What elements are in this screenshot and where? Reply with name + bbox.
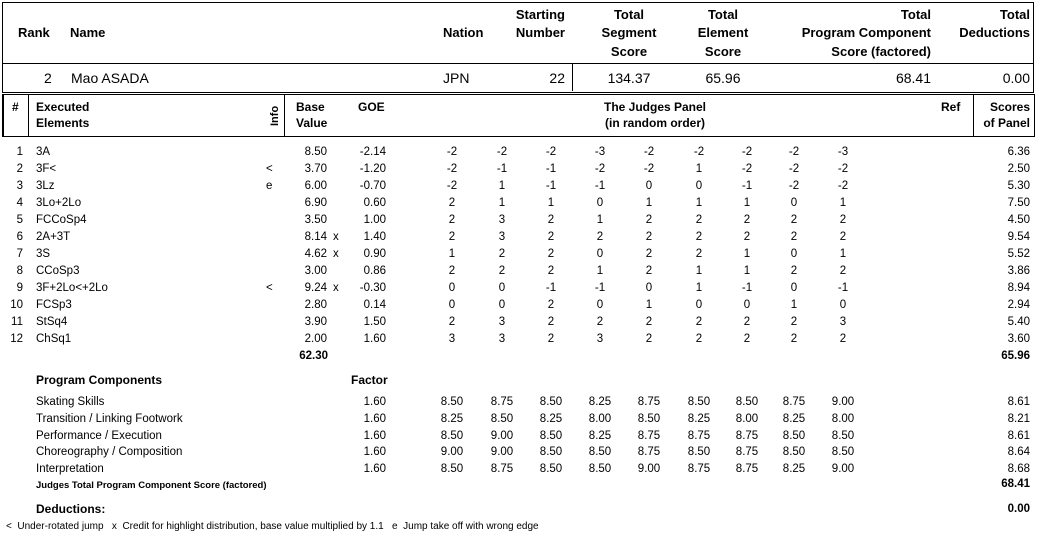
component-judge-score: 9.00 [490, 430, 514, 442]
element-base-value: 2.80 [304, 299, 327, 311]
element-judge-score: -1 [545, 163, 557, 175]
skater-tes: 65.96 [705, 70, 741, 86]
ref-header: Ref [941, 100, 961, 114]
element-name: StSq4 [36, 316, 68, 328]
element-judge-score: 2 [645, 231, 653, 243]
element-name: ChSq1 [36, 333, 72, 345]
element-judge-score: 2 [790, 265, 798, 277]
component-judge-score: 9.00 [490, 446, 514, 458]
judges-panel-header-1: The Judges Panel [603, 100, 707, 114]
element-judge-score: 2 [448, 231, 456, 243]
skater-deductions: 0.00 [1002, 70, 1030, 86]
element-judge-score: 2 [645, 248, 653, 260]
component-judge-score: 8.75 [735, 446, 759, 458]
element-judge-score: 0 [498, 299, 506, 311]
element-panel-score: 3.60 [1007, 333, 1030, 345]
element-judge-score: 2 [743, 231, 751, 243]
element-panel-score: 5.30 [1007, 180, 1030, 192]
element-judge-score: -1 [545, 180, 557, 192]
element-judge-score: 2 [547, 265, 555, 277]
element-judge-score: 1 [596, 265, 604, 277]
pcs-total-label: Judges Total Program Component Score (factored) [36, 480, 267, 491]
element-judge-score: 0 [596, 299, 604, 311]
component-judge-score: 8.75 [637, 396, 661, 408]
element-judge-score: 1 [695, 197, 703, 209]
element-judge-score: -2 [446, 163, 458, 175]
element-goe: -0.70 [359, 180, 386, 192]
element-goe: 0.86 [363, 265, 386, 277]
component-judge-score: 8.25 [440, 413, 464, 425]
pcs-header-1: Total [900, 7, 931, 22]
element-number: 9 [16, 282, 23, 294]
element-judge-score: 2 [839, 231, 847, 243]
component-judge-score: 8.50 [539, 463, 563, 475]
element-number: 6 [16, 231, 23, 243]
element-base-value: 6.90 [304, 197, 327, 209]
component-judge-score: 8.25 [588, 396, 612, 408]
element-judge-score: -2 [643, 163, 655, 175]
component-judge-score: 8.00 [588, 413, 612, 425]
tes-header-1: Total [707, 7, 739, 22]
element-number: 10 [10, 299, 23, 311]
element-judge-score: -2 [741, 146, 753, 158]
element-judge-score: -1 [545, 282, 557, 294]
divider [973, 94, 974, 136]
executed-header-1: Executed [36, 100, 90, 114]
component-judge-score: 8.25 [687, 413, 711, 425]
component-score: 8.68 [1007, 463, 1030, 475]
element-judge-score: -2 [446, 180, 458, 192]
tss-header-3: Score [610, 44, 648, 59]
element-judge-score: 2 [547, 299, 555, 311]
element-judge-score: -2 [643, 146, 655, 158]
component-judge-score: 8.25 [588, 430, 612, 442]
element-info: e [266, 180, 273, 192]
element-base-value: 3.90 [304, 316, 327, 328]
component-judge-score: 9.00 [831, 396, 855, 408]
element-judge-score: 2 [448, 316, 456, 328]
element-judge-score: 0 [498, 282, 506, 294]
skater-rank: 2 [44, 70, 52, 86]
component-judge-score: 8.50 [831, 446, 855, 458]
component-score: 8.61 [1007, 396, 1030, 408]
component-judge-score: 8.50 [539, 396, 563, 408]
divider [284, 94, 285, 136]
element-number: 2 [16, 163, 23, 175]
divider [28, 94, 29, 136]
base-header-2: Value [296, 116, 328, 130]
element-goe: -0.30 [359, 282, 386, 294]
element-panel-score: 7.50 [1007, 197, 1030, 209]
element-base-value: 9.24 [304, 282, 327, 294]
element-base-value: 3.70 [304, 163, 327, 175]
element-judge-score: 3 [498, 333, 506, 345]
element-judge-score: 2 [498, 248, 506, 260]
component-judge-score: 8.50 [539, 446, 563, 458]
element-judge-score: 2 [498, 265, 506, 277]
skater-tss: 134.37 [607, 70, 651, 86]
element-judge-score: 2 [547, 248, 555, 260]
element-judge-score: 2 [743, 316, 751, 328]
element-judge-score: -2 [788, 163, 800, 175]
component-judge-score: 8.50 [440, 430, 464, 442]
component-judge-score: 8.75 [735, 463, 759, 475]
element-name: 3S [36, 248, 51, 260]
component-judge-score: 8.75 [637, 446, 661, 458]
scores-header-2: of Panel [983, 116, 1030, 130]
element-judge-score: -2 [594, 163, 606, 175]
element-judge-score: 1 [498, 197, 506, 209]
executed-header-2: Elements [36, 116, 90, 130]
element-name: 3Lo+2Lo [36, 197, 82, 209]
element-judge-score: 0 [645, 282, 653, 294]
element-judge-score: 3 [448, 333, 456, 345]
element-bonus-mark: x [333, 282, 339, 294]
element-judge-score: 1 [498, 180, 506, 192]
element-goe: 0.60 [363, 197, 386, 209]
element-number: 7 [16, 248, 23, 260]
component-judge-score: 8.00 [831, 413, 855, 425]
component-judge-score: 8.75 [490, 463, 514, 475]
element-judge-score: -1 [594, 282, 606, 294]
element-judge-score: 0 [645, 180, 653, 192]
starting-header-2: Number [515, 25, 565, 40]
element-name: 3Lz [36, 180, 55, 192]
component-judge-score: 8.50 [687, 396, 711, 408]
element-judge-score: 0 [448, 282, 456, 294]
component-judge-score: 8.50 [687, 446, 711, 458]
component-judge-score: 8.50 [588, 463, 612, 475]
element-judge-score: 1 [839, 197, 847, 209]
element-judge-score: 1 [695, 265, 703, 277]
component-judge-score: 8.25 [539, 413, 563, 425]
element-judge-score: 2 [839, 214, 847, 226]
element-judge-score: 0 [743, 299, 751, 311]
judges-panel-header-2: (in random order) [604, 116, 705, 130]
element-judge-score: -2 [693, 146, 705, 158]
skater-summary-row [2, 63, 1034, 93]
element-judge-score: 2 [448, 265, 456, 277]
element-judge-score: 1 [839, 248, 847, 260]
element-name: 3F+2Lo<+2Lo [36, 282, 108, 294]
element-judge-score: 2 [695, 248, 703, 260]
element-number: 8 [16, 265, 23, 277]
component-factor: 1.60 [363, 413, 386, 425]
element-judge-score: 2 [790, 316, 798, 328]
element-judge-score: 1 [645, 299, 653, 311]
factor-header: Factor [351, 373, 388, 387]
element-judge-score: 2 [645, 265, 653, 277]
ded-header-2: Deductions [959, 25, 1030, 40]
element-judge-score: 1 [743, 197, 751, 209]
elements-total-score: 65.96 [1001, 350, 1030, 362]
element-info: < [266, 163, 273, 175]
element-name: 3A [36, 146, 51, 158]
element-judge-score: 3 [596, 333, 604, 345]
element-judge-score: -2 [496, 146, 508, 158]
component-judge-score: 8.50 [637, 413, 661, 425]
element-number: 4 [16, 197, 23, 209]
element-judge-score: -2 [446, 146, 458, 158]
element-judge-score: 2 [743, 333, 751, 345]
component-name: Transition / Linking Footwork [36, 413, 183, 425]
component-judge-score: 8.75 [687, 463, 711, 475]
element-panel-score: 2.94 [1007, 299, 1030, 311]
element-panel-score: 8.94 [1007, 282, 1030, 294]
element-goe: 1.60 [363, 333, 386, 345]
component-factor: 1.60 [363, 463, 386, 475]
element-judge-score: 2 [596, 316, 604, 328]
element-panel-score: 2.50 [1007, 163, 1030, 175]
element-base-value: 2.00 [304, 333, 327, 345]
element-judge-score: -2 [837, 163, 849, 175]
element-judge-score: -1 [496, 163, 508, 175]
element-judge-score: 1 [645, 197, 653, 209]
component-judge-score: 8.50 [782, 446, 806, 458]
element-goe: 1.40 [363, 231, 386, 243]
element-judge-score: -2 [788, 146, 800, 158]
tss-header-2: Segment [601, 25, 657, 40]
tss-header-1: Total [613, 7, 645, 22]
element-bonus-mark: x [333, 231, 339, 243]
element-name: CCoSp3 [36, 265, 80, 277]
component-judge-score: 8.50 [440, 396, 464, 408]
element-judge-score: -1 [594, 180, 606, 192]
element-base-value: 6.00 [304, 180, 327, 192]
element-judge-score: -2 [837, 180, 849, 192]
element-judge-score: 0 [790, 248, 798, 260]
element-judge-score: -3 [837, 146, 849, 158]
info-header: Info [269, 105, 281, 126]
component-judge-score: 8.50 [588, 446, 612, 458]
rank-header: Rank [18, 25, 50, 40]
tes-header-2: Element [697, 25, 749, 40]
element-panel-score: 4.50 [1007, 214, 1030, 226]
element-name: FCCoSp4 [36, 214, 87, 226]
element-judge-score: -2 [545, 146, 557, 158]
component-judge-score: 8.75 [687, 430, 711, 442]
pcs-total-value: 68.41 [1001, 478, 1030, 490]
nation-header: Nation [443, 25, 484, 40]
element-judge-score: 2 [547, 214, 555, 226]
element-judge-score: -1 [741, 282, 753, 294]
element-judge-score: 2 [695, 214, 703, 226]
component-judge-score: 8.75 [637, 430, 661, 442]
element-judge-score: 1 [547, 197, 555, 209]
element-judge-score: 3 [839, 316, 847, 328]
element-judge-score: 0 [695, 299, 703, 311]
element-goe: 0.90 [363, 248, 386, 260]
element-judge-score: -1 [741, 180, 753, 192]
element-info: < [266, 282, 273, 294]
element-number: 11 [11, 316, 23, 328]
deductions-value: 0.00 [1007, 503, 1030, 515]
element-panel-score: 5.52 [1007, 248, 1030, 260]
component-judge-score: 8.50 [735, 396, 759, 408]
element-judge-score: 0 [839, 299, 847, 311]
element-judge-score: 0 [596, 197, 604, 209]
skater-starting-number: 22 [549, 70, 565, 86]
component-name: Interpretation [36, 463, 104, 475]
ded-header-1: Total [999, 7, 1030, 22]
component-factor: 1.60 [363, 396, 386, 408]
element-judge-score: 0 [790, 282, 798, 294]
component-judge-score: 8.50 [490, 413, 514, 425]
element-panel-score: 9.54 [1007, 231, 1030, 243]
starting-header-1: Starting [515, 7, 565, 22]
element-judge-score: 1 [596, 214, 604, 226]
element-number: 12 [10, 333, 23, 345]
component-judge-score: 8.75 [490, 396, 514, 408]
tes-header-3: Score [704, 44, 742, 59]
program-components-title: Program Components [36, 373, 163, 387]
element-goe: 1.50 [363, 316, 386, 328]
element-judge-score: 1 [695, 282, 703, 294]
element-judge-score: 2 [448, 214, 456, 226]
component-judge-score: 9.00 [637, 463, 661, 475]
skater-name: Mao ASADA [71, 70, 149, 86]
element-judge-score: 2 [645, 214, 653, 226]
component-score: 8.61 [1007, 430, 1030, 442]
component-judge-score: 9.00 [831, 463, 855, 475]
component-judge-score: 8.50 [831, 430, 855, 442]
element-judge-score: -2 [741, 163, 753, 175]
pcs-header-3: Score (factored) [831, 44, 931, 59]
element-judge-score: 2 [547, 316, 555, 328]
element-judge-score: -3 [594, 146, 606, 158]
num-header: # [12, 100, 19, 114]
element-judge-score: 2 [695, 231, 703, 243]
element-number: 1 [16, 146, 23, 158]
element-goe: -2.14 [359, 146, 386, 158]
divider [572, 63, 573, 91]
component-score: 8.21 [1007, 413, 1030, 425]
element-judge-score: 3 [498, 231, 506, 243]
element-bonus-mark: x [333, 248, 339, 260]
element-judge-score: 3 [498, 214, 506, 226]
element-name: 2A+3T [36, 231, 71, 243]
component-judge-score: 8.00 [735, 413, 759, 425]
element-goe: -1.20 [359, 163, 386, 175]
element-judge-score: -1 [837, 282, 849, 294]
skater-pcs: 68.41 [895, 70, 931, 86]
element-panel-score: 3.86 [1007, 265, 1030, 277]
goe-header: GOE [358, 100, 385, 114]
pcs-header-2: Program Component [801, 25, 931, 40]
deductions-label: Deductions: [36, 502, 106, 516]
element-judge-score: 1 [743, 265, 751, 277]
component-name: Choreography / Composition [36, 446, 183, 458]
element-panel-score: 6.36 [1007, 146, 1030, 158]
element-judge-score: 1 [743, 248, 751, 260]
element-judge-score: 2 [790, 231, 798, 243]
component-name: Skating Skills [36, 396, 105, 408]
element-judge-score: 1 [790, 299, 798, 311]
component-judge-score: 8.50 [782, 430, 806, 442]
element-judge-score: 2 [695, 316, 703, 328]
element-judge-score: -2 [788, 180, 800, 192]
element-goe: 1.00 [363, 214, 386, 226]
component-judge-score: 8.50 [440, 463, 464, 475]
element-judge-score: 2 [839, 333, 847, 345]
element-name: 3F< [36, 163, 57, 175]
element-judge-score: 2 [743, 214, 751, 226]
element-judge-score: 3 [498, 316, 506, 328]
element-judge-score: 1 [448, 248, 456, 260]
element-judge-score: 0 [448, 299, 456, 311]
element-judge-score: 2 [790, 333, 798, 345]
component-judge-score: 8.75 [782, 396, 806, 408]
legend-footnote: < Under-rotated jump x Credit for highlight distribution, base value multiplied by 1.1 e Jump take off with wrong edge [6, 521, 539, 532]
element-name: FCSp3 [36, 299, 72, 311]
element-base-value: 8.14 [304, 231, 327, 243]
element-judge-score: 0 [790, 197, 798, 209]
element-judge-score: 0 [695, 180, 703, 192]
element-judge-score: 0 [596, 248, 604, 260]
elements-header-box [2, 94, 1035, 137]
elements-total-base: 62.30 [299, 350, 328, 362]
element-panel-score: 5.40 [1007, 316, 1030, 328]
element-number: 3 [16, 180, 23, 192]
skater-nation: JPN [443, 70, 470, 86]
element-judge-score: 2 [547, 231, 555, 243]
component-judge-score: 9.00 [440, 446, 464, 458]
element-base-value: 4.62 [304, 248, 327, 260]
element-number: 5 [16, 214, 23, 226]
element-base-value: 3.50 [304, 214, 327, 226]
element-judge-score: 2 [645, 316, 653, 328]
component-factor: 1.60 [363, 430, 386, 442]
element-judge-score: 2 [790, 214, 798, 226]
component-factor: 1.60 [363, 446, 386, 458]
component-score: 8.64 [1007, 446, 1030, 458]
component-judge-score: 8.25 [782, 463, 806, 475]
element-judge-score: 2 [839, 265, 847, 277]
element-judge-score: 2 [547, 333, 555, 345]
element-judge-score: 1 [695, 163, 703, 175]
base-header-1: Base [296, 100, 325, 114]
element-judge-score: 2 [645, 333, 653, 345]
scores-header-1: Scores [989, 100, 1030, 114]
component-judge-score: 8.50 [539, 430, 563, 442]
element-base-value: 8.50 [304, 146, 327, 158]
element-judge-score: 2 [596, 231, 604, 243]
element-judge-score: 2 [448, 197, 456, 209]
component-judge-score: 8.25 [782, 413, 806, 425]
component-judge-score: 8.75 [735, 430, 759, 442]
element-judge-score: 2 [695, 333, 703, 345]
element-goe: 0.14 [363, 299, 386, 311]
name-header: Name [70, 25, 106, 40]
component-name: Performance / Execution [36, 430, 162, 442]
element-base-value: 3.00 [304, 265, 327, 277]
